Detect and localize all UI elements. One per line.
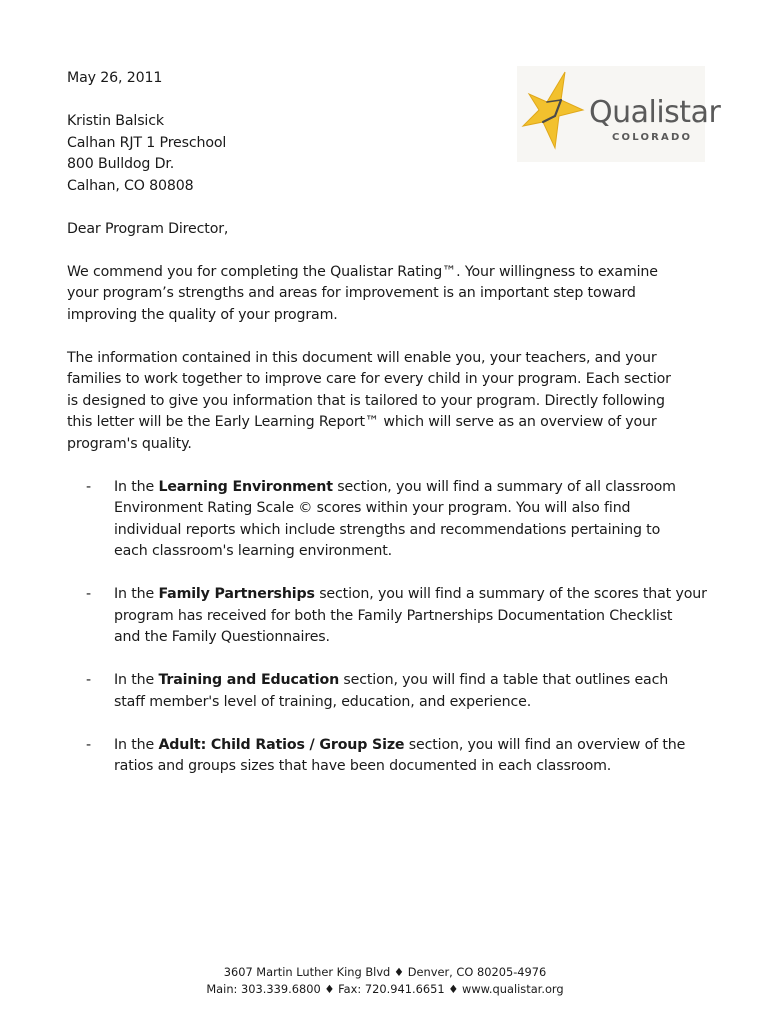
bullet-prefix: In the	[114, 586, 159, 602]
bullet-first-rest: section, you will find an overview of the	[404, 736, 686, 753]
paragraph-intro	[67, 262, 707, 327]
bullet-prefix: In the	[114, 478, 159, 495]
bullet-dash: -	[86, 672, 91, 688]
paragraph-information	[67, 348, 707, 456]
recipient-address	[67, 111, 707, 197]
address-line: Kristin Balsick	[67, 113, 164, 129]
bullet-line: and the Family Questionnaires.	[114, 629, 330, 645]
address-line: 800 Bulldog Dr.	[67, 156, 175, 172]
paragraph-line: your program’s strengths and areas for improvement is an important step toward	[67, 285, 636, 301]
section-item-learning-environment	[67, 477, 707, 563]
bullet-prefix: In the	[114, 672, 159, 688]
bullet-first-rest: section, you will find a summary of all classroom	[332, 478, 676, 495]
paragraph-line: families to work together to improve care for every child in your program. Each sectior	[67, 371, 671, 387]
bullet-bold-title: Training and Education	[158, 672, 340, 688]
section-item-ratios-group-size	[67, 735, 707, 778]
bullet-first-line	[114, 477, 707, 499]
letterhead-footer	[0, 964, 770, 998]
bullet-dash: -	[86, 586, 91, 602]
salutation: Dear Program Director,	[67, 220, 229, 237]
bullet-prefix: In the	[114, 736, 159, 753]
address-line: Calhan RJT 1 Preschool	[67, 134, 227, 151]
paragraph-line: this letter will be the Early Learning Report™ which will serve as an overview of your	[67, 414, 657, 430]
bullet-first-line	[114, 735, 707, 757]
paragraph-line: is designed to give you information that is tailored to your program. Directly following	[67, 392, 665, 409]
footer-contact: Main: 303.339.6800 ♦ Fax: 720.941.6651 ♦ www.qualistar.org	[206, 982, 564, 996]
logo-wordmark: Qualistar	[589, 95, 721, 130]
bullet-line: staff member's level of training, education, and experience.	[114, 693, 532, 710]
bullet-line: individual reports which include strengths and recommendations pertaining to	[114, 521, 661, 538]
paragraph-line: improving the quality of your program.	[67, 306, 338, 323]
letter-body	[67, 68, 707, 799]
bullet-first-line	[114, 584, 707, 606]
bullet-bold-title: Family Partnerships	[158, 586, 315, 602]
paragraph-line: program's quality.	[67, 435, 192, 452]
bullet-first-rest: section, you will find a summary of the scores that your	[314, 586, 707, 602]
section-list	[67, 477, 707, 778]
bullet-first-rest: section, you will find a table that outlines each	[339, 672, 669, 688]
bullet-bold-title: Learning Environment	[158, 478, 333, 495]
paragraph-line: We commend you for completing the Qualistar Rating™. Your willingness to examine	[67, 263, 658, 280]
section-item-family-partnerships	[67, 584, 707, 649]
bullet-line: program has received for both the Family Partnerships Documentation Checklist	[114, 607, 673, 624]
bullet-dash: -	[86, 478, 91, 495]
address-line: Calhan, CO 80808	[67, 177, 194, 194]
bullet-bold-title: Adult: Child Ratios / Group Size	[158, 736, 405, 753]
bullet-line: ratios and groups sizes that have been documented in each classroom.	[114, 758, 612, 774]
bullet-first-line	[114, 670, 707, 692]
footer-address: 3607 Martin Luther King Blvd ♦ Denver, CO 80205-4976	[223, 965, 547, 979]
bullet-dash: -	[86, 736, 91, 753]
section-item-training-education	[67, 670, 707, 713]
letter-date: May 26, 2011	[67, 70, 163, 86]
paragraph-line: The information contained in this document will enable you, your teachers, and your	[67, 349, 657, 366]
bullet-line: each classroom's learning environment.	[114, 543, 393, 559]
bullet-line: Environment Rating Scale © scores within your program. You will also find	[114, 500, 631, 516]
logo-subtitle: COLORADO	[612, 132, 693, 143]
